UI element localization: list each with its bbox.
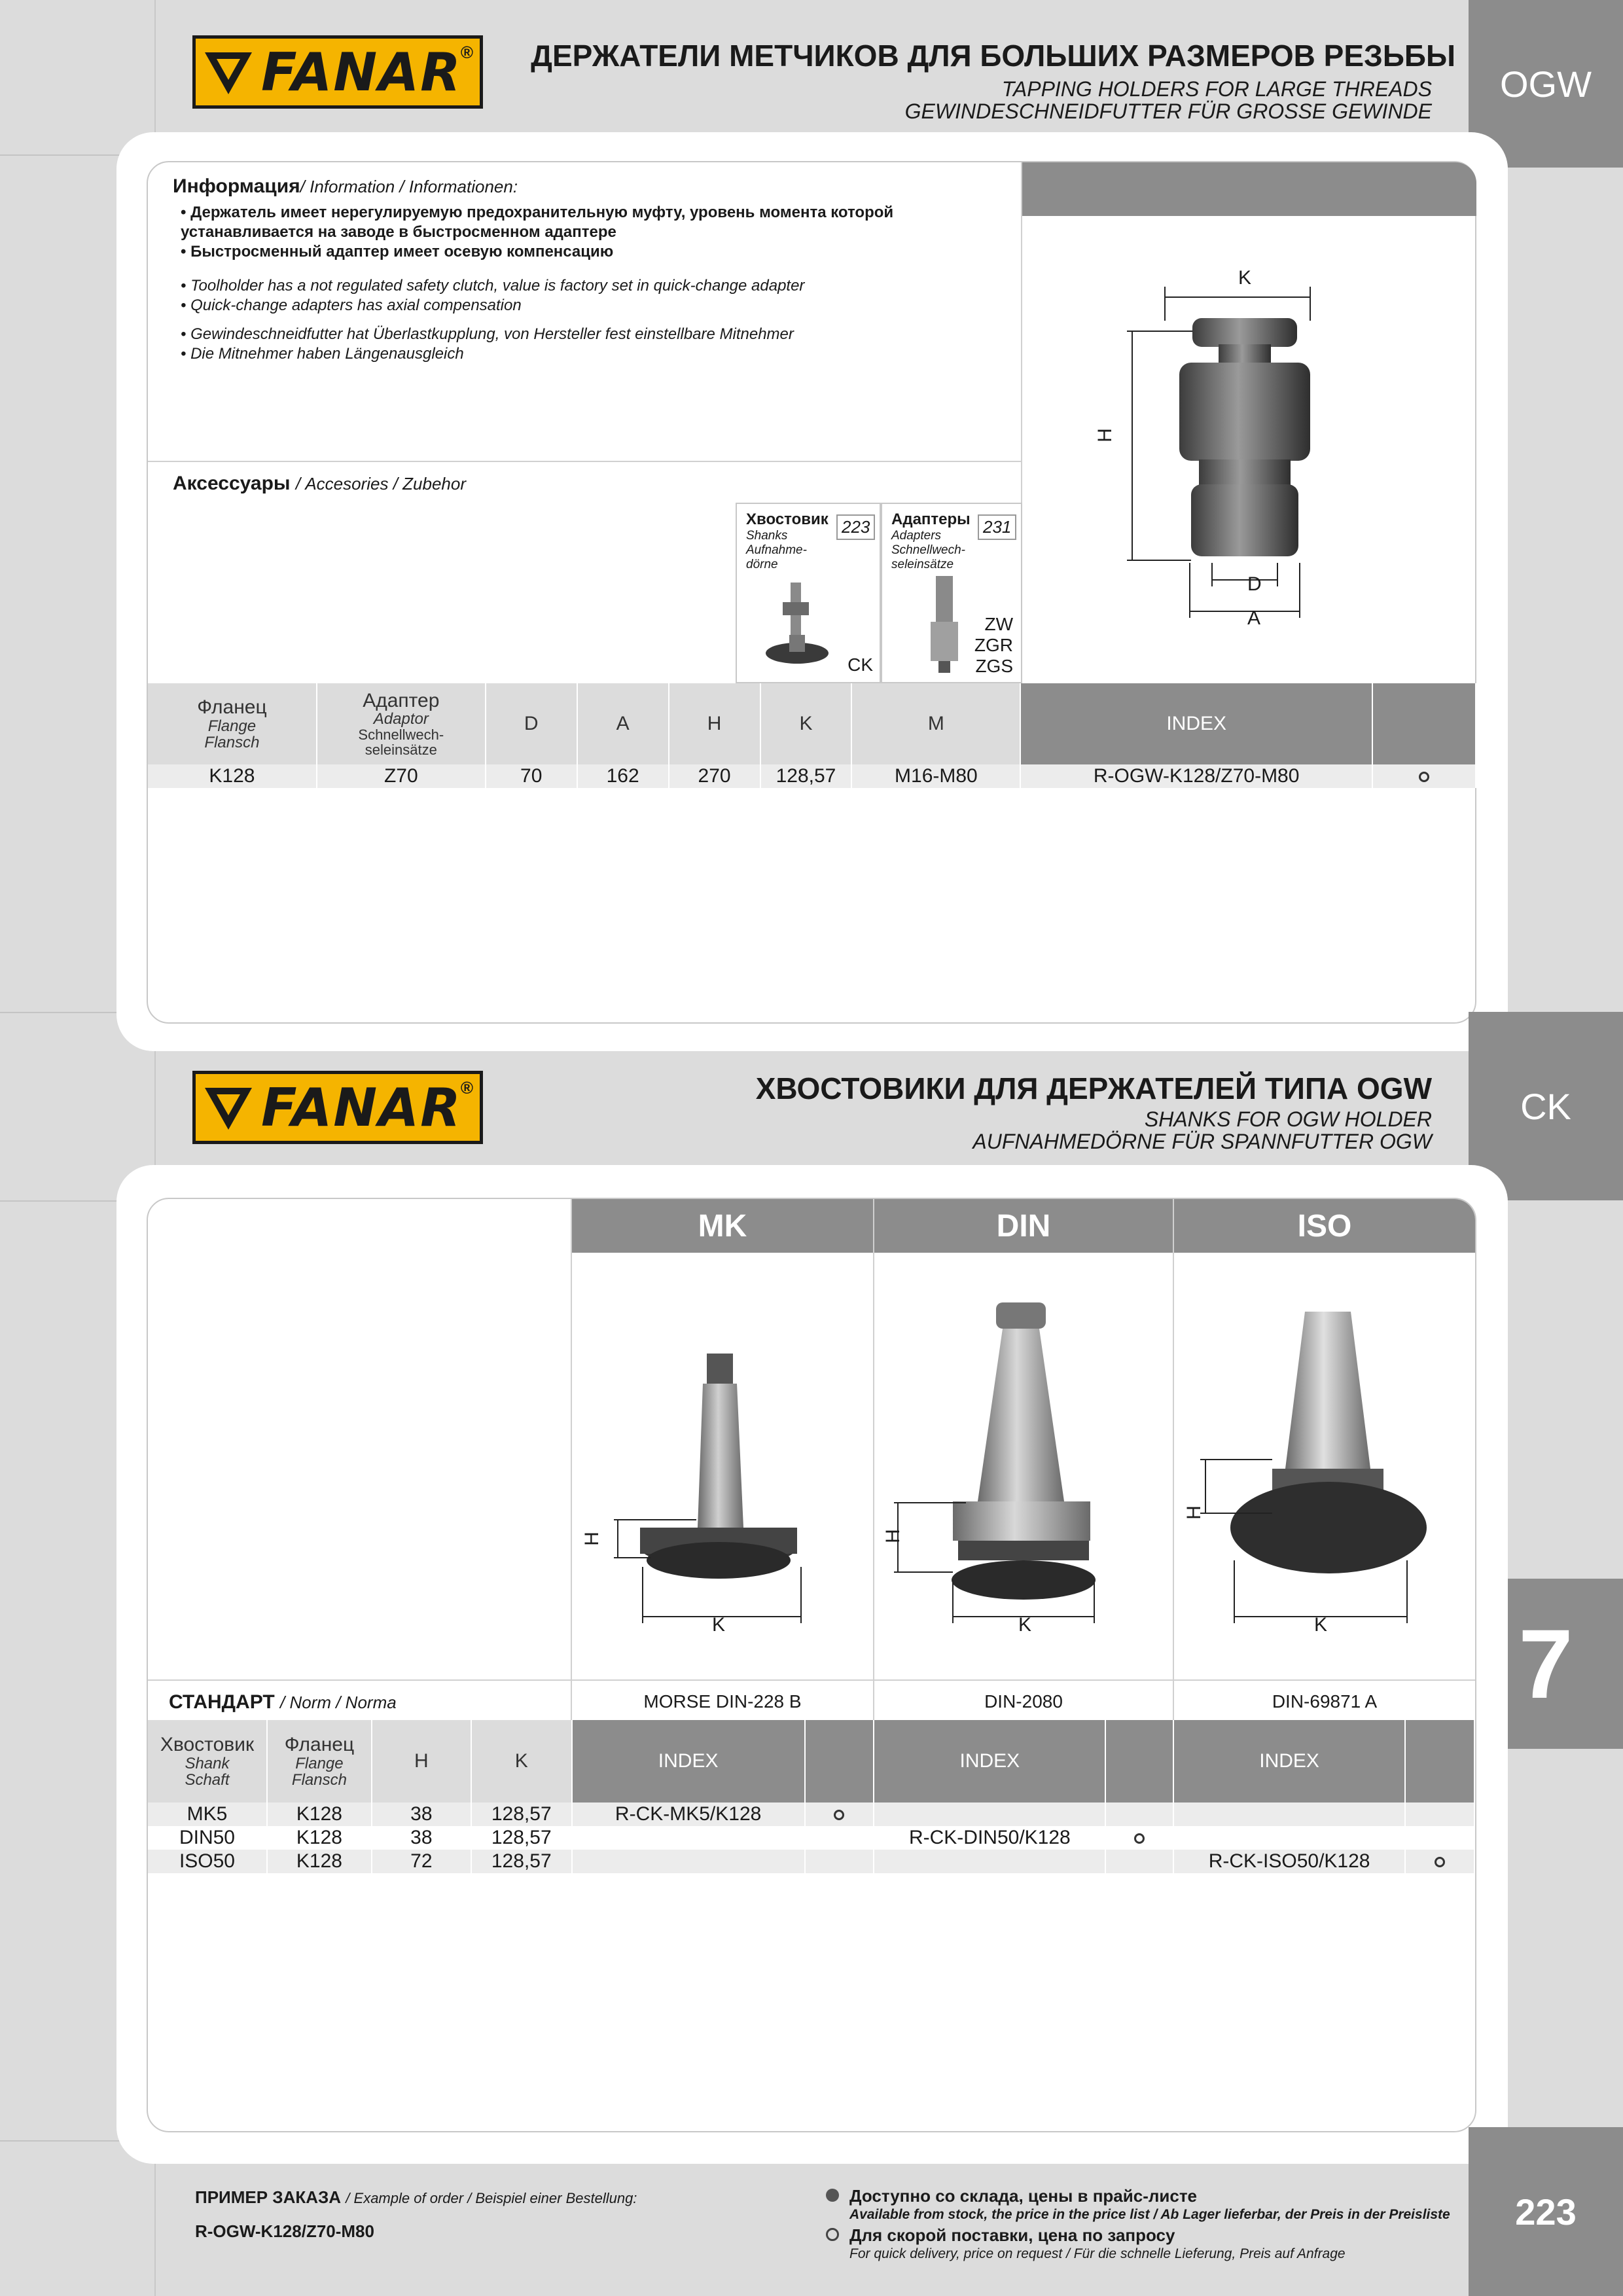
cell-d: 70 <box>486 764 577 788</box>
info-ru-1: • Держатель имеет нерегулируемую предохранительную муфту, уровень момента которой устанавливается на заводе в быстросменном адаптере <box>181 204 894 241</box>
cell-h: 38 <box>372 1826 471 1850</box>
standard-mk: MORSE DIN-228 B <box>643 1691 802 1712</box>
col-adapter: Адаптер Adaptor Schnellwech- seleinsätze <box>317 683 486 764</box>
cell-index-iso <box>1173 1803 1405 1826</box>
acc-adapters-sub: Adapters Schnellwech- seleinsätze <box>891 529 965 571</box>
acc-shanks-sub: Shanks Aufnahme- dörne <box>746 529 807 571</box>
col-index-mk: INDEX <box>572 1720 805 1803</box>
in-stock-en: Available from stock, the price in the price list / Ab Lager lieferbar, der Preis in der Preisliste <box>849 2207 1450 2222</box>
cell-avail-iso <box>1405 1826 1474 1850</box>
col-availability <box>1372 683 1476 764</box>
acc-adapters-codes: ZW ZGR ZGS <box>974 614 1013 676</box>
info-en-2: • Quick-change adapters has axial compensation <box>181 296 522 314</box>
cell-avail-mk <box>805 1826 874 1850</box>
cell-index-mk <box>572 1850 805 1873</box>
cell-a: 162 <box>577 764 669 788</box>
din-dim-k: K <box>1018 1614 1032 1636</box>
col-k: K <box>760 683 852 764</box>
accessory-shanks[interactable] <box>736 503 881 683</box>
logo-text: FANAR <box>261 41 462 103</box>
iso-dim-k: K <box>1314 1614 1328 1636</box>
cell-adapter: Z70 <box>317 764 486 788</box>
col-m: M <box>851 683 1020 764</box>
acc-adapters-ru: Адаптеры <box>891 511 971 528</box>
col-d: D <box>486 683 577 764</box>
col-index-din: INDEX <box>874 1720 1105 1803</box>
cell-avail-iso <box>1405 1850 1474 1873</box>
col-head-iso: ISO <box>1174 1199 1475 1253</box>
col-flange: Фланец Flange Flansch <box>267 1720 372 1803</box>
info-ru-2: • Быстросменный адаптер имеет осевую компенсацию <box>181 243 614 260</box>
col-flange: Фланец Flange Flansch <box>148 683 317 764</box>
section-subtitle-de: AUFNAHMEDÖRNE FÜR SPANNFUTTER OGW <box>972 1130 1432 1153</box>
mk-dim-k: K <box>712 1614 726 1636</box>
cell-shank: MK5 <box>148 1803 267 1826</box>
col-k: K <box>471 1720 572 1803</box>
table-row[interactable] <box>148 1826 1474 1850</box>
logo-registered: ® <box>460 43 473 62</box>
cell-avail-mk <box>805 1850 874 1873</box>
on-request-icon <box>1435 1857 1445 1867</box>
col-head-din: DIN <box>874 1199 1173 1253</box>
section-divider <box>148 461 1021 462</box>
cell-avail-din <box>1105 1803 1173 1826</box>
cell-avail-din <box>1105 1826 1173 1850</box>
order-example-label: ПРИМЕР ЗАКАЗА / Example of order / Beispiel einer Bestellung: <box>195 2187 637 2207</box>
section-tab-ogw[interactable]: OGW <box>1469 0 1623 168</box>
cell-avail-mk <box>805 1803 874 1826</box>
cell-index-mk <box>572 1826 805 1850</box>
cell-index-iso <box>1173 1826 1405 1850</box>
table-row[interactable] <box>148 1803 1474 1826</box>
acc-shanks-code: CK <box>847 655 873 675</box>
page-number: 223 <box>1469 2127 1623 2296</box>
accessory-adapters[interactable] <box>881 503 1022 683</box>
acc-shanks-page[interactable]: 223 <box>836 514 875 540</box>
cell-index-din <box>874 1850 1105 1873</box>
logo-text: FANAR <box>261 1077 462 1138</box>
section-subtitle-en: SHANKS FOR OGW HOLDER <box>1144 1107 1432 1131</box>
dim-label-d: D <box>1247 573 1262 595</box>
cell-k: 128,57 <box>471 1803 572 1826</box>
info-en-1: • Toolholder has a not regulated safety clutch, value is factory set in quick-change adapter <box>181 277 805 295</box>
cell-index-iso[interactable]: R-CK-ISO50/K128 <box>1173 1850 1405 1873</box>
adapter-thumbnail-icon <box>921 576 967 674</box>
on-request-icon <box>834 1810 844 1820</box>
cell-k: 128,57 <box>760 764 852 788</box>
cell-h: 270 <box>669 764 760 788</box>
info-de-2: • Die Mitnehmer haben Längenausgleich <box>181 345 464 363</box>
col-h: H <box>669 683 760 764</box>
cell-index[interactable]: R-OGW-K128/Z70-M80 <box>1020 764 1372 788</box>
page-subtitle-de: GEWINDESCHNEIDFUTTER FÜR GROSSE GEWINDE <box>904 99 1432 123</box>
cell-m: M16-M80 <box>851 764 1020 788</box>
col-index: INDEX <box>1020 683 1372 764</box>
col-shank: Хвостовик Shank Schaft <box>148 1720 267 1803</box>
fanar-logo <box>192 35 483 109</box>
info-section <box>173 175 1024 364</box>
cell-shank: DIN50 <box>148 1826 267 1850</box>
in-stock-icon <box>826 2189 839 2202</box>
standard-label: СТАНДАРТ / Norm / Norma <box>169 1691 397 1713</box>
logo-v-mark <box>196 39 261 105</box>
info-de-1: • Gewindeschneidfutter hat Überlastkupplung, von Hersteller fest einstellbare Mitnehmer <box>181 325 794 343</box>
mk-dim-h: H <box>580 1532 603 1546</box>
col-avail-mk <box>805 1720 874 1803</box>
section-tab-ck[interactable]: CK <box>1469 1012 1623 1200</box>
dim-label-h: H <box>1094 428 1116 442</box>
dim-label-a: A <box>1247 607 1261 629</box>
cell-avail-iso <box>1405 1803 1474 1826</box>
page-title: ДЕРЖАТЕЛИ МЕТЧИКОВ ДЛЯ БОЛЬШИХ РАЗМЕРОВ РЕЗЬБЫ <box>531 39 1455 73</box>
on-request-en: For quick delivery, price on request / Für die schnelle Lieferung, Preis auf Anfrage <box>849 2246 1346 2261</box>
cell-index-mk[interactable]: R-CK-MK5/K128 <box>572 1803 805 1826</box>
table-row[interactable] <box>148 764 1476 788</box>
table-row[interactable] <box>148 1850 1474 1873</box>
cell-flange: K128 <box>267 1803 372 1826</box>
cell-availability <box>1372 764 1476 788</box>
cell-index-din[interactable]: R-CK-DIN50/K128 <box>874 1826 1105 1850</box>
col-head-mk: MK <box>572 1199 873 1253</box>
cell-flange: K128 <box>148 764 317 788</box>
image-header-bar <box>1022 162 1476 216</box>
logo-registered: ® <box>460 1078 473 1098</box>
cell-h: 38 <box>372 1803 471 1826</box>
page-subtitle-en: TAPPING HOLDERS FOR LARGE THREADS <box>1001 77 1432 101</box>
logo-v-mark <box>196 1074 261 1141</box>
spec-table-ogw <box>148 683 1476 788</box>
fanar-logo <box>192 1071 483 1144</box>
cell-k: 128,57 <box>471 1826 572 1850</box>
acc-shanks-ru: Хвостовик <box>746 511 829 528</box>
chapter-tab[interactable]: 7 <box>1469 1579 1623 1749</box>
cell-flange: K128 <box>267 1850 372 1873</box>
cell-flange: K128 <box>267 1826 372 1850</box>
cell-avail-din <box>1105 1850 1173 1873</box>
col-a: A <box>577 683 669 764</box>
shank-thumbnail-icon <box>763 583 835 674</box>
product-panel-ogw <box>147 161 1476 1024</box>
on-request-icon <box>1134 1833 1145 1844</box>
on-request-icon <box>1419 772 1429 782</box>
spec-table-ck <box>148 1720 1475 1873</box>
cell-h: 72 <box>372 1850 471 1873</box>
acc-adapters-page[interactable]: 231 <box>978 514 1016 540</box>
standard-iso: DIN-69871 A <box>1272 1691 1378 1712</box>
on-request-ru: Для скорой поставки, цена по запросу <box>849 2225 1175 2245</box>
order-example-code[interactable]: R-OGW-K128/Z70-M80 <box>195 2221 374 2241</box>
col-index-iso: INDEX <box>1173 1720 1405 1803</box>
cell-k: 128,57 <box>471 1850 572 1873</box>
dim-label-k: K <box>1238 267 1252 289</box>
col-avail-iso <box>1405 1720 1474 1803</box>
col-h: H <box>372 1720 471 1803</box>
section-title: ХВОСТОВИКИ ДЛЯ ДЕРЖАТЕЛЕЙ ТИПА OGW <box>755 1071 1432 1105</box>
row-divider <box>148 1679 1475 1681</box>
standard-din: DIN-2080 <box>984 1691 1063 1712</box>
cell-shank: ISO50 <box>148 1850 267 1873</box>
on-request-icon <box>826 2228 839 2241</box>
iso-dim-h: H <box>1183 1505 1205 1520</box>
din-dim-h: H <box>882 1529 904 1543</box>
accessories-heading: Аксессуары / Accesories / Zubehor <box>173 473 467 494</box>
info-heading: Информация/ Information / Informationen: <box>173 175 518 197</box>
cell-index-din <box>874 1803 1105 1826</box>
in-stock-ru: Доступно со склада, цены в прайс-листе <box>849 2186 1198 2206</box>
col-avail-din <box>1105 1720 1173 1803</box>
